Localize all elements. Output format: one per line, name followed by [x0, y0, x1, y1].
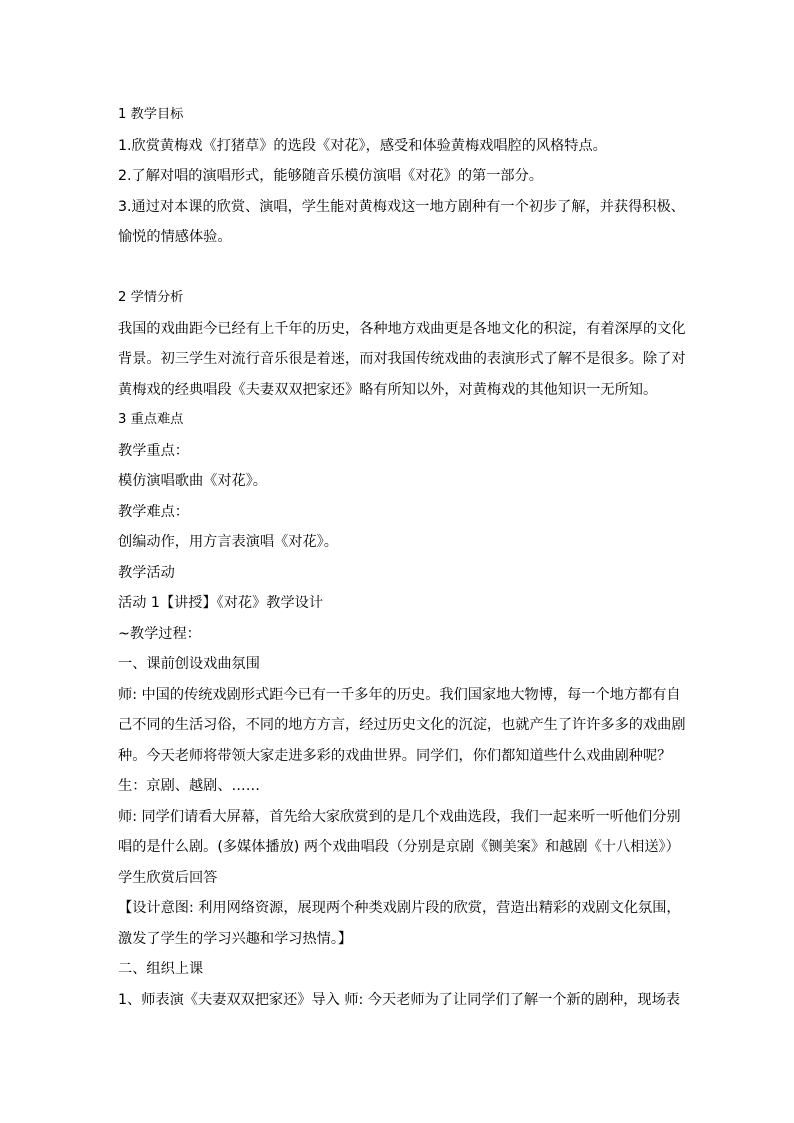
paragraph-line: 学生欣赏后回答: [118, 869, 218, 886]
paragraph-line: 活动 1【讲授】《对花》教学设计: [118, 595, 324, 611]
paragraph-line: 1、师表演《夫妻双双把家还》导入 师: 今天老师为了让同学们了解一个新的剧种，现场表: [118, 991, 680, 1008]
section-heading: 3 重点难点: [118, 412, 184, 427]
paragraph-line: 生：京剧、越剧、……: [118, 778, 260, 794]
label-line: 教学难点：: [118, 503, 189, 520]
paragraph-line: 己不同的生活习俗，不同的地方方言，经过历史文化的沉淀，也就产生了许许多多的戏曲剧: [118, 717, 686, 733]
paragraph-line: 3.通过对本课的欣赏、演唱，学生能对黄梅戏这一地方剧种有一个初步了解，并获得积极、: [118, 198, 685, 215]
paragraph-line: 1.欣赏黄梅戏《打猪草》的选段《对花》，感受和体验黄梅戏唱腔的风格特点。: [118, 137, 607, 154]
paragraph-line: 师: 同学们请看大屏幕，首先给大家欣赏到的是几个戏曲选段，我们一起来听一听他们分别: [118, 808, 681, 825]
document-page: [118, 100, 684, 1015]
paragraph-line: 创编动作，用方言表演唱《对花》。: [118, 534, 338, 550]
section-heading: 1 教学目标: [118, 107, 184, 122]
paragraph-line: 2.了解对唱的演唱形式，能够随音乐模仿演唱《对花》的第一部分。: [118, 168, 543, 184]
paragraph-line: 种。今天老师将带领大家走进多彩的戏曲世界。同学们，你们都知道些什么戏曲剧种呢？: [118, 747, 672, 764]
paragraph-line: 师: 中国的传统戏剧形式距今已有一千多年的历史。我们国家地大物博，每一个地方都有自: [118, 686, 681, 703]
section-heading: 2 学情分析: [118, 290, 184, 305]
section-heading: 一、课前创设戏曲氛围: [118, 656, 260, 672]
paragraph-line: 模仿演唱歌曲《对花》。: [118, 473, 267, 489]
paragraph-line: 唱的是什么剧。(多媒体播放) 两个戏曲唱段（分别是京剧《铡美案》和越剧《十八相送》）: [118, 839, 680, 855]
paragraph-line: ~教学过程：: [118, 625, 201, 642]
paragraph-line: 背景。初三学生对流行音乐很是着迷，而对我国传统戏曲的表演形式了解不是很多。除了对: [118, 351, 686, 367]
label-line: 教学重点：: [118, 442, 189, 459]
section-heading: 教学活动: [118, 564, 175, 581]
paragraph-line: 愉悦的情感体验。: [118, 229, 232, 245]
paragraph-line: 激发了学生的学习兴趣和学习热情。】: [118, 930, 353, 947]
paragraph-line: 【设计意图: 利用网络资源，展现两个种类戏剧片段的欣赏，营造出精彩的戏剧文化氛围，: [118, 900, 681, 916]
paragraph-line: 我国的戏曲距今已经有上千年的历史，各种地方戏曲更是各地文化的积淀，有着深厚的文化: [118, 320, 686, 337]
section-heading: 二、组织上课: [118, 961, 204, 977]
paragraph-line: 黄梅戏的经典唱段《夫妻双双把家还》略有所知以外，对黄梅戏的其他知识一无所知。: [118, 381, 658, 398]
